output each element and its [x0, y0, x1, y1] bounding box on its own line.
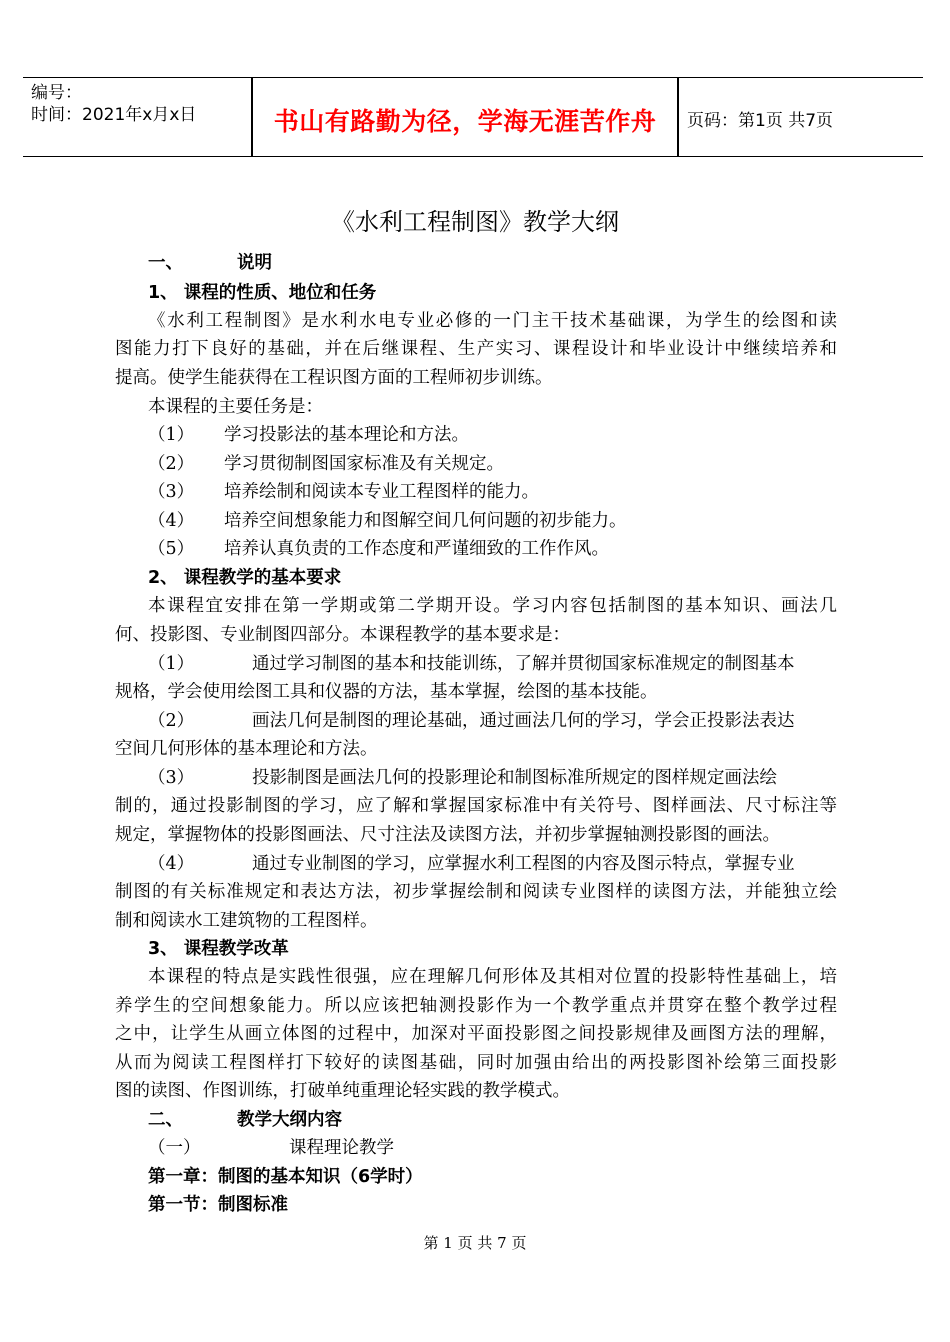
- paragraph-line: 之中，让学生从画立体图的过程中，加深对平面投影图之间投影规律及画图方法的理解，: [115, 1024, 837, 1044]
- paragraph-line: 从而为阅读工程图样打下较好的读图基础，同时加强由给出的两投影图补绘第三面投影: [115, 1053, 837, 1073]
- paragraph-line: 制的，通过投影制图的学习，应了解和掌握国家标准中有关符号、图样画法、尺寸标注等: [115, 796, 837, 816]
- number-label: 编号：: [31, 83, 82, 103]
- paragraph-line: 提高。使学生能获得在工程识图方面的工程师初步训练。: [115, 368, 553, 388]
- paragraph-line: 制和阅读水工建筑物的工程图样。: [115, 911, 378, 931]
- paragraph-line: 制图的有关标准规定和表达方法，初步掌握绘制和阅读专业图样的读图方法，并能独立绘: [115, 882, 837, 902]
- time-label: 时间：2021年x月x日: [31, 105, 197, 125]
- subsection-heading: 2、 课程教学的基本要求: [148, 568, 342, 588]
- list-item: （3） 培养绘制和阅读本专业工程图样的能力。: [148, 482, 539, 502]
- section-title: 第一节：制图标准: [148, 1195, 288, 1215]
- paragraph-line: 图能力打下良好的基础，并在后继课程、生产实习、课程设计和毕业设计中继续培养和: [115, 339, 837, 359]
- subsection-heading: 1、 课程的性质、地位和任务: [148, 283, 377, 303]
- paragraph-line: 《水利工程制图》是水利水电专业必修的一门主干技术基础课，为学生的绘图和读: [148, 311, 837, 331]
- list-item: （5） 培养认真负责的工作态度和严谨细致的工作作风。: [148, 539, 609, 559]
- paragraph-line: 养学生的空间想象能力。所以应该把轴测投影作为一个教学重点并贯穿在整个教学过程: [115, 996, 837, 1016]
- section-heading: 一、 说明: [148, 253, 272, 273]
- part-heading: （一） 课程理论教学: [148, 1138, 394, 1158]
- subsection-heading: 3、 课程教学改革: [148, 939, 289, 959]
- page-footer: 第 1 页 共 7 页: [423, 1234, 527, 1252]
- paragraph-line: 规格，学会使用绘图工具和仪器的方法，基本掌握，绘图的基本技能。: [115, 682, 658, 702]
- list-item: （4） 培养空间想象能力和图解空间几何问题的初步能力。: [148, 511, 627, 531]
- header-table: [23, 77, 923, 157]
- requirement-item: （3） 投影制图是画法几何的投影理论和制图标准所规定的图样规定画法绘: [148, 768, 777, 788]
- header-meta: [31, 82, 196, 126]
- document-title: 《水利工程制图》教学大纲: [331, 208, 619, 236]
- list-item: （1） 学习投影法的基本理论和方法。: [148, 425, 469, 445]
- section-heading: 二、 教学大纲内容: [148, 1110, 342, 1130]
- paragraph-line: 图的读图、作图训练，打破单纯重理论轻实践的教学模式。: [115, 1081, 570, 1101]
- requirement-item: （1） 通过学习制图的基本和技能训练，了解并贯彻国家标准规定的制图基本: [148, 654, 795, 674]
- header-page-label: 页码：第1页 共7页: [687, 111, 834, 131]
- paragraph-line: 本课程的主要任务是：: [148, 397, 323, 417]
- header-motto: 书山有路勤为径，学海无涯苦作舟: [273, 107, 657, 136]
- paragraph-line: 本课程的特点是实践性很强，应在理解几何形体及其相对位置的投影特性基础上，培: [148, 967, 837, 987]
- paragraph-line: 规定，掌握物体的投影图画法、尺寸注法及读图方法，并初步掌握轴测投影图的画法。: [115, 825, 780, 845]
- requirement-item: （2） 画法几何是制图的理论基础，通过画法几何的学习，学会正投影法表达: [148, 711, 795, 731]
- paragraph-line: 空间几何形体的基本理论和方法。: [115, 739, 378, 759]
- list-item: （2） 学习贯彻制图国家标准及有关规定。: [148, 454, 504, 474]
- requirement-item: （4） 通过专业制图的学习，应掌握水利工程图的内容及图示特点，掌握专业: [148, 854, 795, 874]
- chapter-heading: 第一章：制图的基本知识（6学时）: [148, 1167, 423, 1187]
- paragraph-line: 何、投影图、专业制图四部分。本课程教学的基本要求是：: [115, 625, 570, 645]
- paragraph-line: 本课程宜安排在第一学期或第二学期开设。学习内容包括制图的基本知识、画法几: [148, 596, 837, 616]
